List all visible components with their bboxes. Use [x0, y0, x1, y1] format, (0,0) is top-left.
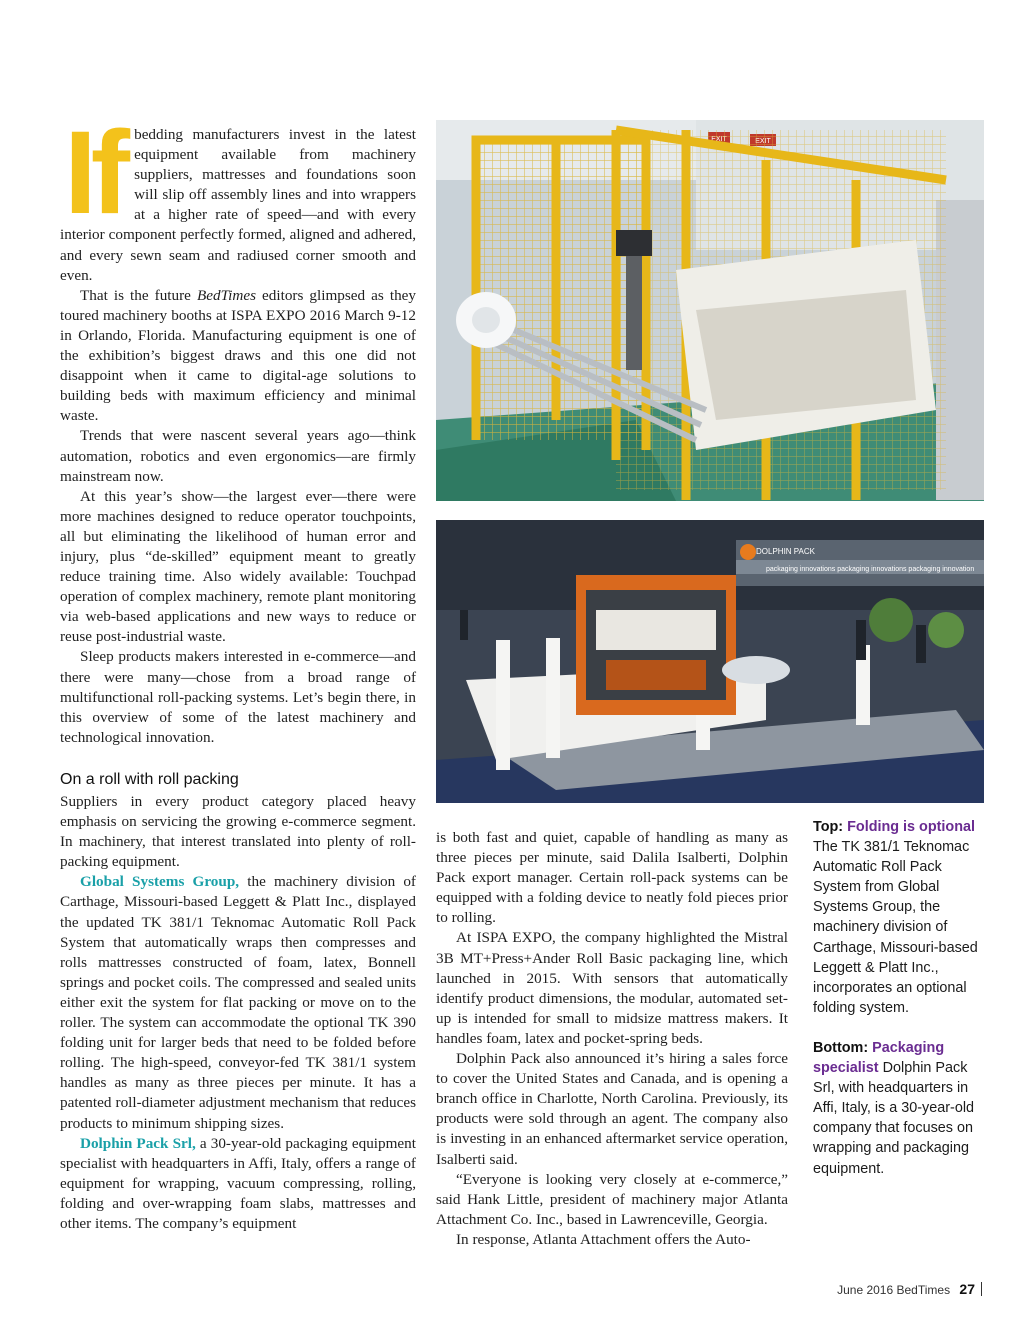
caption-top: Top: Folding is optional The TK 381/1 Teknomac Automatic Roll Pack System from Global Systems Group, the machinery division of Carthage, Missouri-based Leggett & Platt Inc., incorporates an optional folding system.: [813, 819, 978, 1016]
page-number: 27: [959, 1281, 975, 1297]
footer-magazine: BedTimes: [896, 1283, 951, 1297]
caption-top-title: Folding is optional: [847, 819, 976, 835]
article-paragraph-4: At this year’s show—the largest ever—there were more machines designed to reduce operator touchpoints, all but eliminating the likelihood of human error and injury, plus “de-skilled” equipment meant to greatly reduce training time. Also widely available: Touchpad operation of complex machinery, remote plant monitoring via web-based applications and new ways to reduce or reuse post-industrial waste.: [60, 487, 416, 646]
page-footer: [837, 1281, 982, 1297]
article-paragraph-5: Sleep products makers interested in e-commerce—and there were many—chose from a broad range of multifunctional roll-packing systems. Let’s begin there, in this overview of some of the latest machinery and technological innovation.: [60, 648, 416, 746]
trade-show-booth-illustration: [436, 520, 984, 803]
article-column-left: [60, 107, 416, 1234]
booth-brand: DOLPHIN PACK: [756, 547, 815, 556]
article-paragraph-1: [60, 107, 416, 286]
caption-bottom: Bottom: Packaging specialist Dolphin Pack Srl, with headquarters in Affi, Italy, is a 30-year-old company that focuses on wrapping and packaging equipment.: [813, 1039, 975, 1177]
footer-issue: June 2016: [837, 1283, 894, 1297]
article-paragraph-8: Dolphin Pack Srl, a 30-year-old packaging equipment specialist with headquarters in Affi, Italy, offers a range of equipment for wrapping, vacuum compressing, rolling, folding and over-wrapping foam slabs, mattresses and other items. The company’s equipment: [60, 1134, 416, 1232]
article-paragraph-2: That is the future BedTimes editors glimpsed as they toured machinery booths at ISPA EXPO 2016 March 9-12 in Orlando, Florida. Manufacturing equipment is one of the exhibition’s biggest draws and this one did not disappoint when it came to digital-age solutions to building beds with maximum efficiency and minimal waste.: [60, 286, 416, 425]
section-subhead: On a roll with roll packing: [60, 770, 239, 788]
article-paragraph-12: “Everyone is looking very closely at e-commerce,” said Hank Little, president of machinery major Atlanta Attachment Co. Inc., based in Lawrenceville, Georgia.: [436, 1170, 788, 1228]
photo-roll-pack-system: [436, 120, 984, 501]
article-paragraph-3: Trends that were nascent several years ago—think automation, robotics and even ergonomics—are firmly mainstream now.: [60, 427, 416, 485]
photo-caption: [813, 817, 985, 1199]
magazine-name: BedTimes: [196, 286, 257, 304]
article-paragraph-10: At ISPA EXPO, the company highlighted the Mistral 3B MT+Press+Ander Roll Basic packaging line, which launched in 2015. With sensors that automatically identify product dimensions, the modular, automated set-up is intended for small to midsize mattress makers. It handles foam, latex and pocket-spring beds.: [436, 929, 788, 1047]
booth-banner-text: packaging innovations packaging innovations packaging innovation: [766, 566, 975, 573]
article-paragraph-7: Global Systems Group, the machinery division of Carthage, Missouri-based Leggett & Platt Inc., displayed the updated TK 381/1 Teknomac Automatic Roll Pack System that automatically wraps then compresses and rolls mattresses constructed of foam, latex, Bonnell springs and pocket coils. The compressed and sealed units either exit the system for flat packing or move on to the roller. The system can accommodate the optional TK 390 folding unit for larger beds that need to be folded before rolling. The high-speed, conveyor-fed TK 381/1 system handles as many as three pieces per minute. It has a patented roll-diameter adjustment mechanism that reduces products to minimum shipping sizes.: [60, 873, 416, 1132]
paragraph-text: bedding manufacturers invest in the latest equipment available from machinery suppliers, mattresses and foundations soon will slip off assembly lines and into wrappers at a higher rate of speed—and with every interior component perfectly formed, aligned and adhered, and every sewn seam and radiused corner smooth and even.: [60, 126, 416, 284]
drop-cap: If: [64, 107, 125, 239]
caption-top-lead: Top:: [813, 819, 844, 835]
article-paragraph-13: In response, Atlanta Attachment offers the Auto-: [456, 1230, 751, 1248]
caption-bottom-title: Packaging specialist: [813, 1039, 945, 1077]
article-paragraph-9: is both fast and quiet, capable of handling as many as three pieces per minute, said Dalila Isalberti, Dolphin Pack export manager. Certain roll-pack systems can be equipped with a folding device to neatly fold pieces prior to rolling.: [436, 829, 788, 927]
roll-pack-machine-illustration: [436, 120, 984, 501]
photo-dolphin-pack-booth: [436, 520, 984, 803]
company-name-global-systems: Global Systems Group,: [80, 873, 240, 891]
article-column-middle: [436, 828, 788, 1250]
company-name-dolphin-pack: Dolphin Pack Srl,: [80, 1134, 196, 1152]
footer-divider: [981, 1282, 982, 1296]
article-paragraph-6: Suppliers in every product category placed heavy emphasis on servicing the growing e-commerce segment. In machinery, that interest translated into plenty of roll-packing equipment.: [60, 793, 416, 871]
article-paragraph-11: Dolphin Pack also announced it’s hiring a sales force to cover the United States and Canada, and is opening a branch office in Charlotte, North Carolina. Previously, its products were sold through an agent. The company also is investing in an enhanced aftermarket service operation, Isalberti said.: [436, 1050, 788, 1168]
caption-bottom-lead: Bottom:: [813, 1039, 869, 1056]
